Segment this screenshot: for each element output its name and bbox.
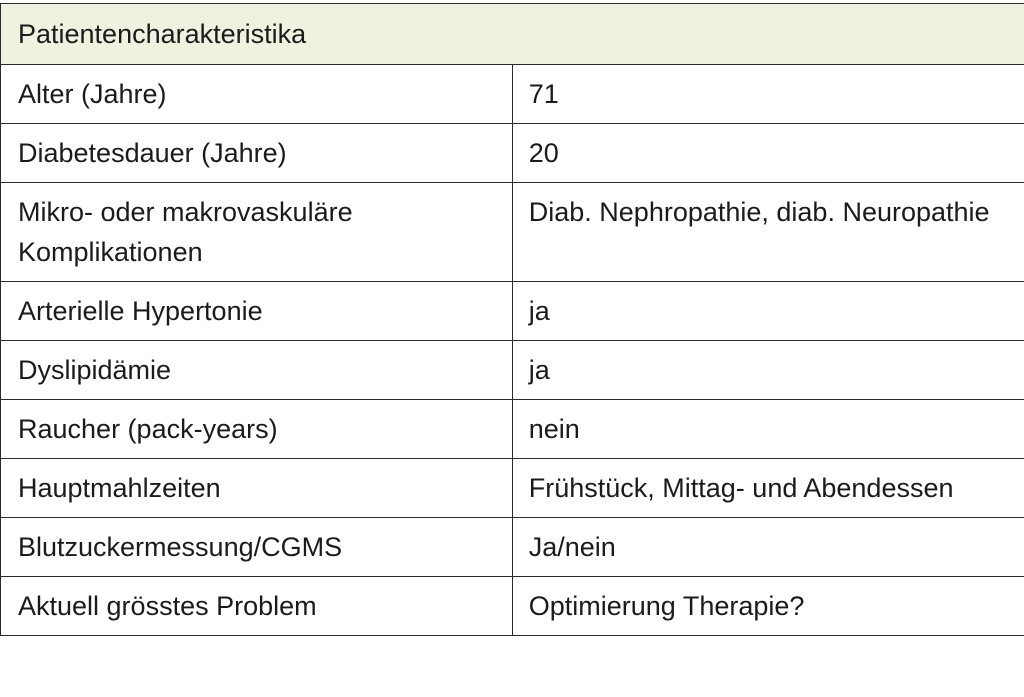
row-label: Blutzuckermessung/CGMS bbox=[1, 518, 513, 577]
table-row bbox=[1, 124, 1024, 183]
row-label: Diabetesdauer (Jahre) bbox=[1, 124, 513, 183]
table-row bbox=[1, 577, 1024, 636]
row-label: Mikro- oder makrovaskuläre Komplikationen bbox=[1, 183, 513, 282]
table-row bbox=[1, 282, 1024, 341]
table-title: Patientencharakteristika bbox=[1, 4, 1024, 65]
row-value: Diab. Nephropathie, diab. Neuropathie bbox=[512, 183, 1024, 282]
row-value: ja bbox=[512, 341, 1024, 400]
patient-characteristics-table bbox=[0, 3, 1024, 636]
row-value: Frühstück, Mittag- und Abendessen bbox=[512, 459, 1024, 518]
row-value: 20 bbox=[512, 124, 1024, 183]
row-value: nein bbox=[512, 400, 1024, 459]
table-row bbox=[1, 400, 1024, 459]
row-label: Alter (Jahre) bbox=[1, 65, 513, 124]
row-label: Arterielle Hypertonie bbox=[1, 282, 513, 341]
row-value: Optimierung Therapie? bbox=[512, 577, 1024, 636]
table-row bbox=[1, 518, 1024, 577]
row-label: Aktuell grösstes Problem bbox=[1, 577, 513, 636]
table-row bbox=[1, 65, 1024, 124]
table-row bbox=[1, 183, 1024, 282]
row-value: ja bbox=[512, 282, 1024, 341]
row-value: 71 bbox=[512, 65, 1024, 124]
row-label: Raucher (pack-years) bbox=[1, 400, 513, 459]
table-header-row bbox=[1, 4, 1024, 65]
row-label: Hauptmahlzeiten bbox=[1, 459, 513, 518]
table-row bbox=[1, 459, 1024, 518]
row-label: Dyslipidämie bbox=[1, 341, 513, 400]
patient-characteristics-table-container bbox=[0, 3, 1024, 636]
table-row bbox=[1, 341, 1024, 400]
row-value: Ja/nein bbox=[512, 518, 1024, 577]
